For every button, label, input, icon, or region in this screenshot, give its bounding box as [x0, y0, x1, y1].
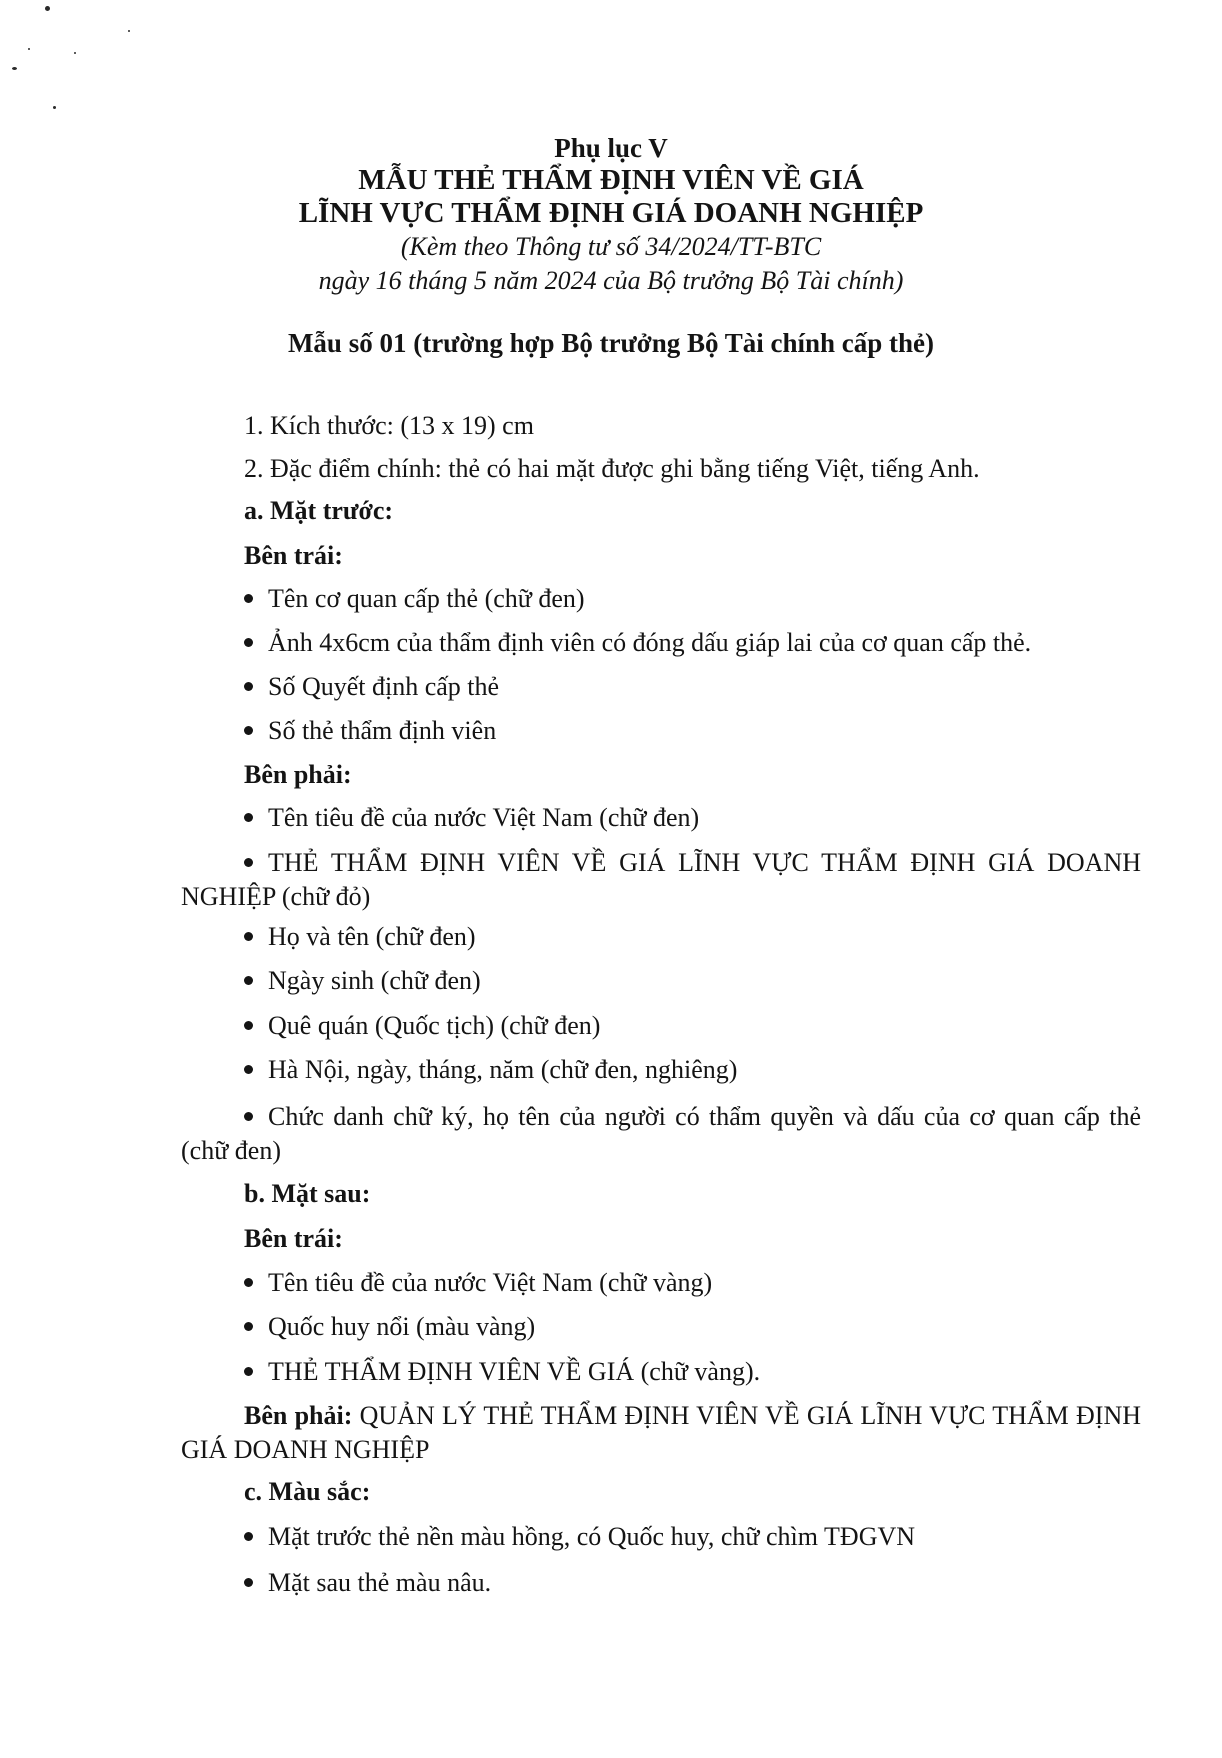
bullet-icon [244, 1322, 253, 1331]
item-features: 2. Đặc điểm chính: thẻ có hai mặt được ghi bằng tiếng Việt, tiếng Anh. [244, 454, 980, 483]
bullet-icon [244, 1065, 253, 1074]
back-left-label: Bên trái: [244, 1224, 343, 1253]
bullet-icon [244, 726, 253, 735]
bullet-icon [244, 1578, 253, 1587]
list-item: Số Quyết định cấp thẻ [244, 672, 499, 702]
bullet-icon [244, 1367, 253, 1376]
list-item: Mặt sau thẻ màu nâu. [244, 1568, 491, 1598]
list-item: Mặt trước thẻ nền màu hồng, có Quốc huy, chữ chìm TĐGVN [244, 1522, 915, 1552]
scan-speck [45, 6, 50, 11]
scan-speck [53, 106, 56, 109]
list-item: Quê quán (Quốc tịch) (chữ đen) [244, 1011, 600, 1041]
scan-speck [12, 67, 17, 70]
bullet-icon [244, 682, 253, 691]
list-item: Họ và tên (chữ đen) [244, 922, 476, 952]
colors-heading: c. Màu sắc: [244, 1477, 371, 1506]
bullet-icon [244, 638, 253, 647]
bullet-icon [244, 1112, 253, 1121]
bullet-icon [244, 1532, 253, 1541]
scan-speck [128, 30, 130, 32]
bullet-icon [244, 1021, 253, 1030]
back-right-paragraph [181, 1399, 1141, 1467]
reference-line-1: (Kèm theo Thông tư số 34/2024/TT-BTC [400, 232, 822, 261]
list-item: Chức danh chữ ký, họ tên của người có thẩm quyền và dấu của cơ quan cấp thẻ (chữ đen) [181, 1102, 1141, 1165]
document-title-line-1: MẪU THẺ THẨM ĐỊNH VIÊN VỀ GIÁ [358, 164, 864, 196]
reference-line-2: ngày 16 tháng 5 năm 2024 của Bộ trưởng Bộ Tài chính) [318, 266, 904, 295]
front-right-label: Bên phải: [244, 760, 352, 789]
appendix-title: Phụ lục V [554, 133, 668, 163]
bullet-icon [244, 976, 253, 985]
list-item: Ảnh 4x6cm của thẩm định viên có đóng dấu giáp lai của cơ quan cấp thẻ. [244, 628, 1031, 658]
scan-speck [28, 48, 30, 50]
list-item: Tên cơ quan cấp thẻ (chữ đen) [244, 584, 585, 614]
list-item: THẺ THẨM ĐỊNH VIÊN VỀ GIÁ (chữ vàng). [244, 1357, 760, 1387]
scan-speck [74, 52, 76, 54]
back-right-label: Bên phải: [244, 1401, 353, 1430]
bullet-icon [244, 813, 253, 822]
list-item: THẺ THẨM ĐỊNH VIÊN VỀ GIÁ LĨNH VỰC THẨM ĐỊNH GIÁ DOANH NGHIỆP (chữ đỏ) [181, 848, 1141, 911]
list-item: Hà Nội, ngày, tháng, năm (chữ đen, nghiêng) [244, 1055, 737, 1085]
front-left-label: Bên trái: [244, 541, 343, 570]
list-item: Tên tiêu đề của nước Việt Nam (chữ đen) [244, 803, 699, 833]
item-size: 1. Kích thước: (13 x 19) cm [244, 411, 534, 440]
document-title-line-2: LĨNH VỰC THẨM ĐỊNH GIÁ DOANH NGHIỆP [298, 197, 924, 229]
list-item: Số thẻ thẩm định viên [244, 716, 496, 746]
list-item: Ngày sinh (chữ đen) [244, 966, 481, 996]
back-heading: b. Mặt sau: [244, 1179, 371, 1208]
list-item: Tên tiêu đề của nước Việt Nam (chữ vàng) [244, 1268, 712, 1298]
bullet-icon [244, 858, 253, 867]
list-item: Quốc huy nổi (màu vàng) [244, 1312, 535, 1342]
back-right-text: QUẢN LÝ THẺ THẨM ĐỊNH VIÊN VỀ GIÁ LĨNH VỰC THẨM ĐỊNH GIÁ DOANH NGHIỆP [181, 1401, 1141, 1464]
bullet-icon [244, 1278, 253, 1287]
bullet-icon [244, 932, 253, 941]
front-heading: a. Mặt trước: [244, 496, 394, 525]
bullet-icon [244, 594, 253, 603]
form-title: Mẫu số 01 (trường hợp Bộ trưởng Bộ Tài chính cấp thẻ) [287, 328, 935, 358]
